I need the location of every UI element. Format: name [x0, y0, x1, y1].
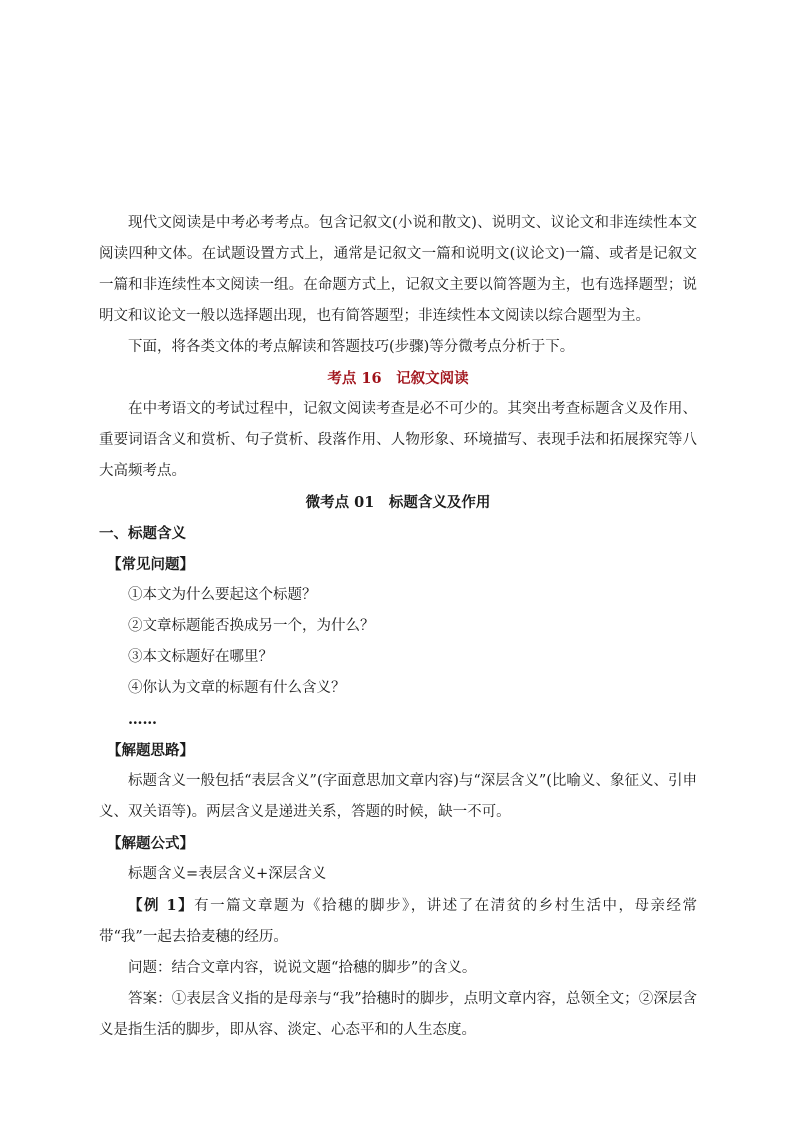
micro-point-title: 微考点 01 标题含义及作用	[305, 494, 491, 511]
question-3: ③本文标题好在哪里？	[128, 649, 273, 665]
question-4: ④你认为文章的标题有什么含义？	[128, 680, 346, 696]
intro-paragraph-2: 下面，将各类文体的考点解读和答题技巧(步骤)等分微考点分析于下。	[128, 339, 575, 355]
approach-label: 【解题思路】	[107, 742, 194, 759]
question-2: ②文章标题能否换成另一个，为什么？	[128, 618, 375, 634]
example-question: 问题：结合文章内容，说说文题“拾穗的脚步”的含义。	[128, 960, 477, 976]
section-title: 考点 16 记叙文阅读	[327, 370, 469, 387]
example-label: 【例 1】	[128, 897, 195, 914]
formula-label: 【解题公式】	[107, 835, 194, 852]
example-paragraph	[99, 890, 697, 953]
approach-text: 标题含义一般包括“表层含义”(字面意思加文章内容)与“深层含义”(比喻义、象征义、引申义、双关语等)。两层含义是递进关系，答题的时候，缺一不可。	[99, 773, 697, 820]
example-answer: 答案：①表层含义指的是母亲与“我”拾穗时的脚步，点明文章内容，总领全文；②深层含义是指生活的脚步，即从容、淡定、心态平和的人生态度。	[99, 991, 697, 1038]
document-body	[99, 208, 697, 1046]
formula-text: 标题含义=表层含义+深层含义	[128, 866, 327, 882]
heading-title-meaning: 一、标题含义	[99, 525, 186, 542]
question-1: ①本文为什么要起这个标题？	[128, 587, 317, 603]
example-text: 有一篇文章题为《拾穗的脚步》，讲述了在清贫的乡村生活中，母亲经常带“我”一起去拾麦穗的经历。	[99, 898, 698, 945]
section-paragraph: 在中考语文的考试过程中，记叙文阅读考查是必不可少的。其突出考查标题含义及作用、重要词语含义和赏析、句子赏析、段落作用、人物形象、环境描写、表现手法和拓展探究等八大高频考点。	[99, 401, 697, 479]
ellipsis: ……	[128, 711, 157, 728]
intro-paragraph-1: 现代文阅读是中考必考考点。包含记叙文(小说和散文)、说明文、议论文和非连续性本文阅读四种文体。在试题设置方式上，通常是记叙文一篇和说明文(议论文)一篇、或者是记叙文一篇和非连续性本文阅读一组。在命题方式上，记叙文主要以简答题为主，也有选择题型；说明文和议论文一般以选择题出现，也有简答题型；非连续性本文阅读以综合题型为主。	[99, 215, 697, 324]
common-questions-label: 【常见问题】	[107, 556, 194, 573]
